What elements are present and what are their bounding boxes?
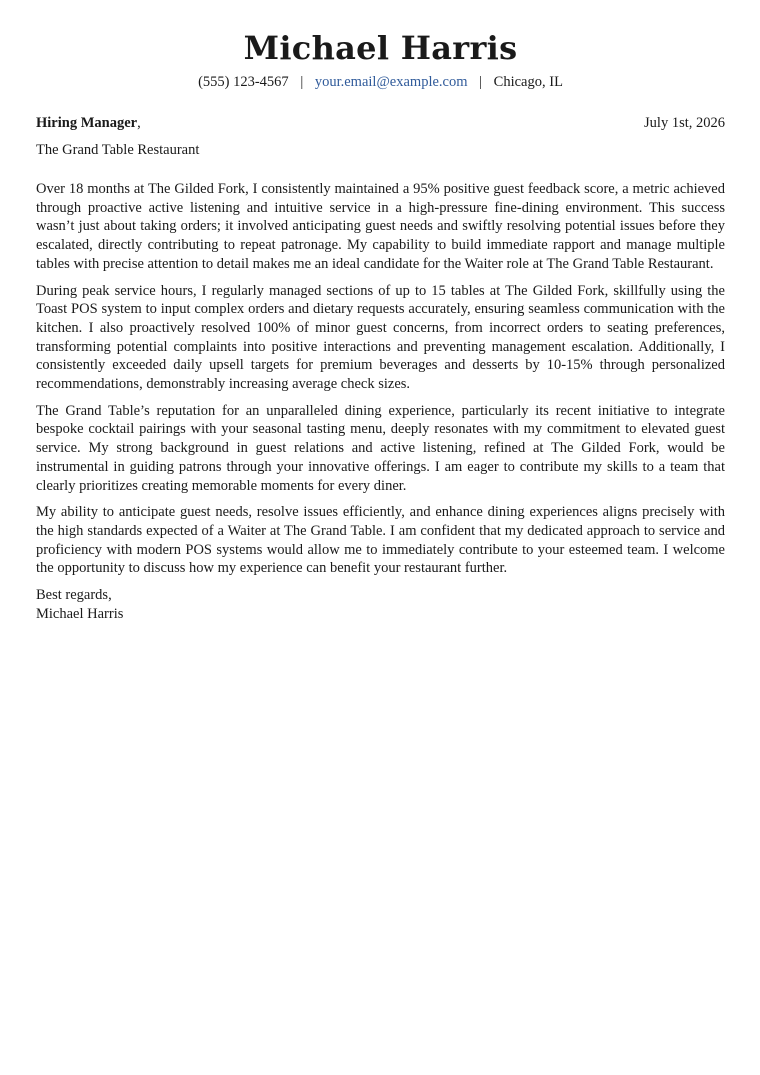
recipient-date-row <box>36 113 725 133</box>
recipient-comma: , <box>137 115 141 131</box>
email-link[interactable]: your.email@example.com <box>314 74 468 90</box>
phone-number: (555) 123-4567 <box>198 74 289 90</box>
contact-separator: | <box>300 74 304 90</box>
recipient-name: Hiring Manager <box>36 115 138 131</box>
location: Chicago, IL <box>493 74 563 90</box>
contact-line <box>36 72 725 92</box>
closing-salutation: Best regards, <box>36 587 112 604</box>
company-name: The Grand Table Restaurant <box>36 142 200 158</box>
applicant-name: Michael Harris <box>243 29 518 67</box>
body-paragraph: Over 18 months at The Gilded Fork, I consistently maintained a 95% positive guest feedback score, a metric achieved through proactive active listening and intuitive service in a high-pressure fine-dining environment. This success wasn’t just about taking orders; it involved anticipating guest needs and swiftly resolving potential issues before they escalated, directly contributing to repeat patronage. My capability to build immediate rapport and manage multiple tables with precise attention to detail makes me an ideal candidate for the Waiter role at The Grand Table Restaurant. <box>36 181 725 272</box>
recipient <box>36 113 141 133</box>
body-paragraph: During peak service hours, I regularly managed sections of up to 15 tables at The Gilded Fork, skillfully using the Toast POS system to input complex orders and dietary requests accurately, ensuring seamless communication with the kitchen. I also proactively resolved 100% of minor guest concerns, from incorrect orders to seating preferences, transforming potential complaints into positive interactions and preventing management escalation. Additionally, I consistently exceeded daily upsell targets for premium beverages and desserts by 10-15% through personalized recommendations, demonstrably increasing average check sizes. <box>36 282 725 393</box>
contact-separator: | <box>479 74 483 90</box>
closing-block <box>36 586 725 623</box>
cover-letter <box>36 26 725 623</box>
letter-date: July 1st, 2026 <box>644 115 725 131</box>
body-paragraph: The Grand Table’s reputation for an unparalleled dining experience, particularly its recent initiative to integrate bespoke cocktail pairings with your seasonal tasting menu, deeply resonates with my commitment to elevated guest service. My strong background in guest relations and active listening, refined at The Gilded Fork, would be instrumental in guiding patrons through your innovative offerings. I am eager to contribute my skills to a team that clearly prioritizes creating memorable moments for every diner. <box>36 402 725 494</box>
signature-name: Michael Harris <box>36 605 124 622</box>
letter-body <box>36 180 725 578</box>
body-paragraph: My ability to anticipate guest needs, resolve issues efficiently, and enhance dining experiences aligns precisely with the high standards expected of a Waiter at The Grand Table. I am confident that my dedicated approach to service and proficiency with modern POS systems would allow me to immediately contribute to your esteemed team. I welcome the opportunity to discuss how my experience can benefit your restaurant further. <box>36 504 725 577</box>
